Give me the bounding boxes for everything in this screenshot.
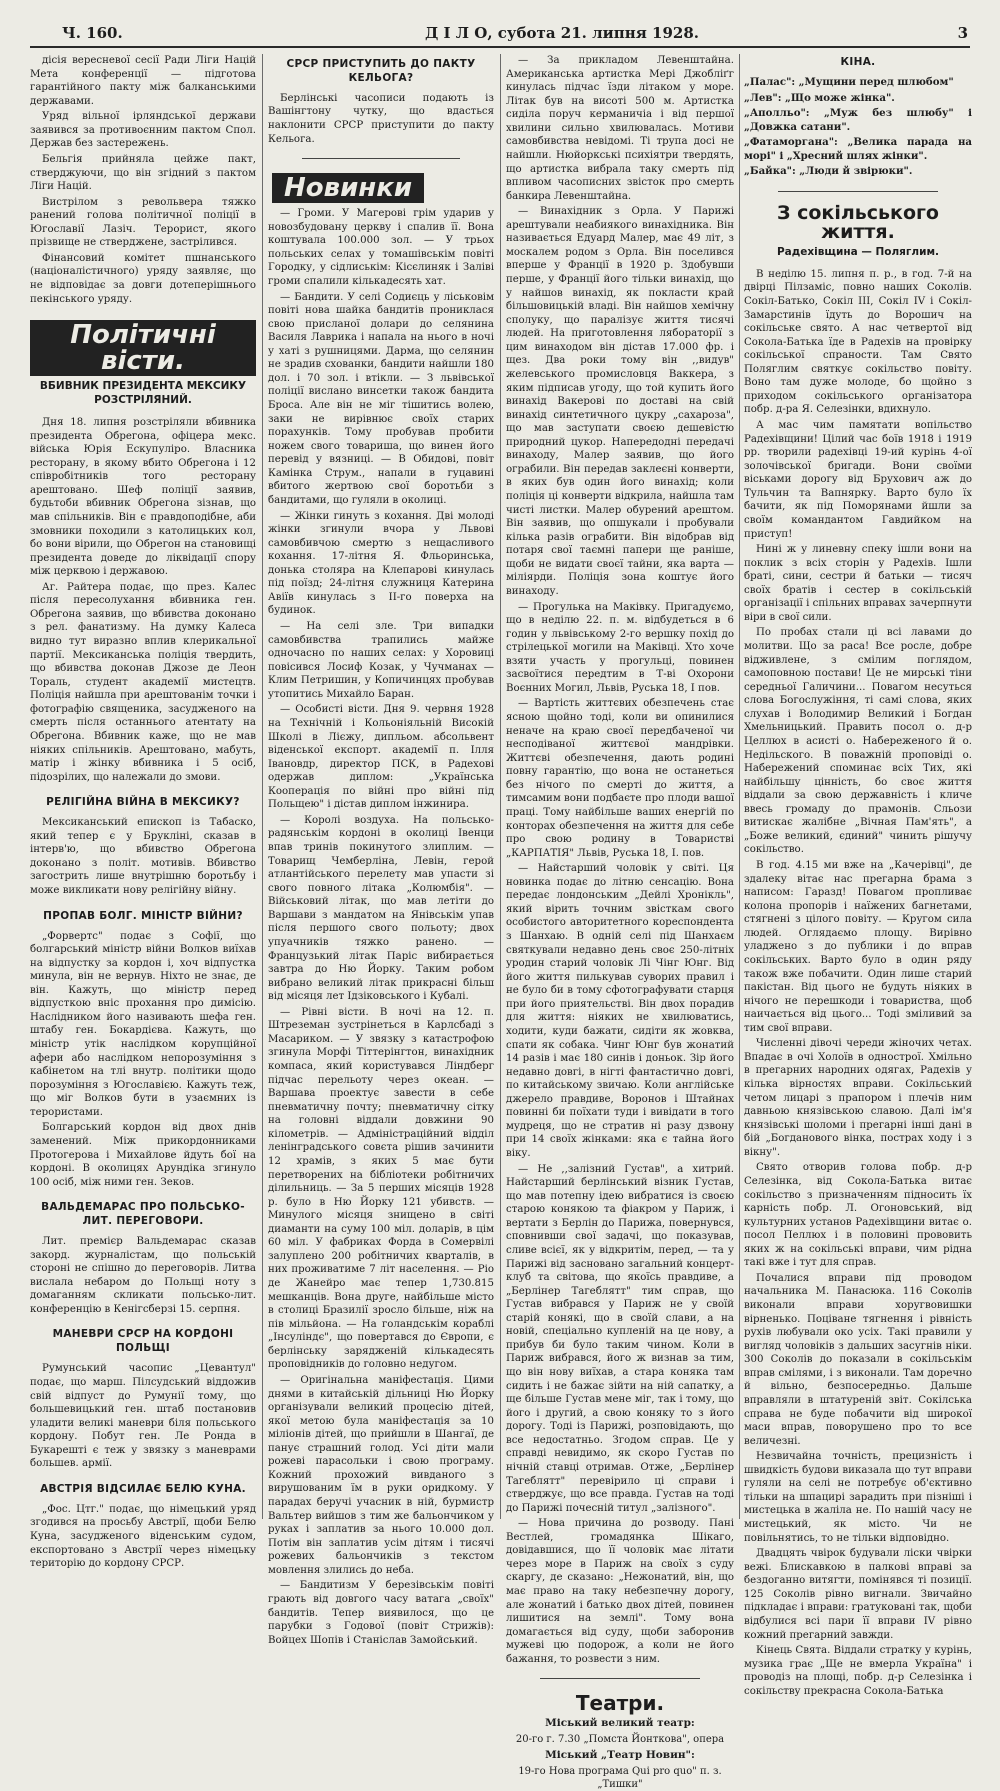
column-divider — [739, 54, 740, 1519]
paragraph: В неділю 15. липня п. р., в год. 7-й на двірці Пілзаміс, повно наших Соколів. Сокіл-Батько, Сокіл ІІІ, Сокіл IV і Сокіл-Замарстинів їдуть до Ворошич на сокільське свято. А нас четвертої від Сокола-Батька їде в Радехів на провірку сокільської спраности. Там Свято Поляглим святкує сокільство повіту. Воно там дуже молоде, бо щойно з приходом сокільського організатора побр. д-ра Я. Селезінки, вдихнуло. — [744, 268, 972, 416]
news-item: — За прикладом Левенштайна. Американська артистка Мері Джобліґг кинулась підчас їзди літаком у море. Літак був на висоті 500 м. Артистка сиділа поруч керманичіа і від першої хвилини сильно хвилювалась. Мотиви самовбивства невідомі. Ті трупа досі не найшли. Нюйоркські психіятри твердять, що артистка вибрала таку смерть під впливом часописних звісток про смерть банкира Левенштайна. — [506, 55, 734, 202]
paragraph: Румунський часопис „Цевантул" подає, що марш. Пілсудський віддожив свій відпуст до Румунії тому, що большевицький ген. штаб постановив уладити великі маневри біля польського кордону. Побут ген. Ле Ронда в Букарешті є теж у звязку з маневрами большев. армії. — [30, 1363, 256, 1470]
paragraph: Берлінські часописи подають із Вашінгтону чутку, що вдасться наклонити СРСР приступити до пакту Кельога. — [268, 92, 494, 145]
article-title: ВБИВНИК ПРЕЗИДЕНТА МЕКСИКУ РОЗСТРІЛЯНИЙ. — [39, 380, 247, 407]
news-item: — Оригінальна маніфестація. Цими днями в китайській дільниці Ню Йорку організували великий процесію дітей, якої метою була маніфестація за 10 міліонів дітей, що прийшли в Шангаї, де панує страшний голод. Усі діти мали рожеві парасольки і свою програму. Кожний прохожий вивданого з вирушованим їм в руки оридкому. У парадах беручі учасник в ній, бурмистр Вальтер вийшов з тим же бальончиком у руках і заплатив за нього 10.000 дол. Потім він заплатив усім дітям і тисячі рожевих бальончиків з текстом мовлення злились до неба. — [268, 1374, 494, 1576]
section-title-news: Новинки — [272, 173, 494, 203]
paragraph: Незвичайна точність, прецизність і швидкість будови виказала що тут вправи гуляли на селі не потребує об'єктивно тільки на шпацирі зарадить при пізніші і мистецька в жаліла не. По нашій часу не мистецький, як місто. Чи не повільнятись, то не тільки відповідно. — [744, 1451, 972, 1544]
column-1 — [30, 54, 256, 1570]
column-divider — [262, 54, 263, 1519]
article-title: АВСТРІЯ ВІДСИЛАЄ БЕЛЮ КУНА. — [40, 1482, 246, 1495]
paragraph: Аг. Райтера подає, що през. Калес після пересолухання вбивника ген. Обрегона заявив, що вбивства доконано з рел. фанатизму. На думку Калеса видно тут виразно вплив клерикальної партії. Мексиканська поліція твердить, що вбивства доконав Джозе де Леон Тораль, студент академії мистецтв. Поліція найшла при арештованім точки і фотографію священика, засудженого на смерть після останнього атентату на Обрегона. Вбивник каже, що не мав ніяких спільників. Арештовано, мабуть, матір і жінку вбивника і 5 осіб, підозрілих, що належали до змови. — [30, 581, 256, 783]
news-item: — Особисті вісти. Дня 9. червня 1928 на Технічній і Кольоніяльній Високій Школі в Лієжу, дипльом. абсольвент віденської експорт. академії п. Ілля Івановдр, директор ПСК, в Радехові одержав диплом: „Українська Кооперація по війні про війні під Польщею" і дістав диплом інжинира. — [268, 704, 494, 811]
news-item: — Громи. У Магерові грім ударив у новозбудовану церкву і спалив її. Вона коштувала 100.000 зол. — У трьох польських селах у томашівськім повіті Городку, у сідлиськім: Кісєлиняк і Заліві громи спалили кількадесять хат. — [268, 208, 494, 287]
article-title: СРСР ПРИСТУПИТЬ ДО ПАКТУ КЕЛЬОГА? — [286, 58, 476, 84]
cinema-title: КІНА. — [840, 56, 876, 68]
paragraph: Фінансовий комітет пшнанського (націоналістичного) уряду заявляє, що не відповідає за довги дотеперішнього пекінського уряду. — [30, 252, 256, 305]
cinema-listing: „Байка": „Люди й звірюки". — [744, 165, 913, 178]
column-4 — [744, 54, 972, 1697]
news-item: — Винахідник з Орла. У Парижі арештували неабиякого винахідника. Він називається Едуард Малер, має 49 літ, з москалем родом з Орла. Він поселився вперше у Франції в 1920 р. Здобувши перше, у Франції його тільки винахід, що у найшов винахід, як покласти край більшовицькій владі. Він найшов хемічну сполуку, що паралізує життя тисячі людей. На приготовлення лябораторії з цим винаходом він дістав 17.000 фр. і щез. Два роки тому він ,,видув" желевського промисловця Ваккера, з яким підписав угоду, що той купить його винахід Вакерові по доставі на свій винахід синтетичного цукру „сахароза", що мав заступати своєю дешевістю природний цукор. Напередодні передачі винаходу, Малер заявив, що його ограбили. Він передав заклеєні конверти, в яких був один його винахід; коли поліція ці конверти відкрила, найшла там чисті листки. Малер обурений арештом. Він заявив, що опшукали і пробували кілька разів ограбити. Він відобрав від потаря свої таємні папери ще раніше, щоби не видати своєї тайни, яка варта — міліярди. Поліція зона коштує його винаходу. — [506, 206, 734, 597]
news-item: — Жінки гинуть з кохання. Дві молоді жінки згинули вчора у Львові самовбивчою смертю з нещасливого кохання. 17-літня Я. Фльоринська, донька столяра на Клепарові кинулась під поїзд; 24-літня служниця Катерина Авіїв кинулась з II-го поверха на будинок. — [268, 510, 494, 617]
paragraph: Лит. премієр Вальдемарас сказав закорд. журналістам, що польській стороні не спішно до переговорів. Литва вислала небаром до Польщі ноту з домаганням скликати польсько-лит. конференцію в Кенігсберзі 15. серпня. — [30, 1236, 256, 1315]
cinema-listing: „Фатаморгана": „Велика парада на морі" і „Хресний шлях жінки". — [744, 136, 972, 162]
theatre-line: 20-го г. 7.30 „Помста Йонткова", опера — [515, 1734, 725, 1746]
paragraph: Почалися вправи під проводом начальника М. Панасюка. 116 Соколів виконали вправи хоругвовишки вірненько. Поціване тягнення і рівність рухів любували око усіх. Такі правили у вигляд чоловіків з дальших засугнів ніки. 300 Соколів до показали в сокільськім вправ смілями, і з виконали. Там доречно й вільно, безпосередньо. Дальше вправляли в штатуреній звіт. Сокілська справа не буде побачити від широкої маси вправ, поворушено про то все величезні. — [744, 1272, 972, 1447]
divider — [540, 1678, 700, 1679]
divider — [302, 158, 460, 159]
paragraph: Кінець Свята. Віддали стратку у курінь, музика грає „Ще не вмерла Україна" і проводіз на площі, побр. д-р Селезінка і сокільству прекрасна Сокола-Батька — [744, 1645, 972, 1697]
section-title-politics: Політичні вісти. — [30, 320, 256, 376]
news-item: — Не ,,залізний Густав", а хитрий. Найстарший берлінський візник Густав, що мав потепну ідею вибратися із своєю старою конякою та фіакром у Париж, і вертати з Берлін до Парижа, повернувся, сповнивши свої задачі, що показував, сливе всієї, як у відкритім, перед, — та у Парижі від засновано загальний концерт-клуб та світова, що якоїсь правдиве, а „Берлінер Тагеблятт" тим справ, що Густав вибрався у Париж не у своїй старій конякі, що в своїй слави, а на новій, спеціально купленій на це нову, а прибув би було таким чином. Коли в Париж вибрався, його ж визнав за тим, що він нову виїхав, а стара коняка там сидить і не бажає зійти на ній сапатку, а ще більше Густав мене міг, так і тому, що його і другий, а свою коняку то з його дорогу. Тоді із Парижі, розповідають, що все недостатньо. Згодом справ. Це у справді невидимо, як скоро Густав по нічній ставці отримав. Отже, „Берлінер Тагеблятт" перевірило ці справи і стверджує, що все правда. Густав на тоді до Парижі почесній титул „залізного". — [506, 1163, 734, 1514]
paragraph: „Форвертс" подає з Софії, що болгарський міністр війни Волков виїхав на відпустку за кордон і, хоч відпустка минула, він не вернув. Ніхто не знає, де він. Кажуть, що міністр перед відпусткою вніс прохання про димісію. Наслідником його називають шефа ген. штабу ген. Бокардієва. Кажуть, що міністр утік наслідком корупційної афери або наслідком непорозуміння з кабінетом на тлі внутр. політики щодо порозуміння з Югославією. Кажуть теж, що міг Волков бути в узаємних із терористами. — [30, 930, 256, 1118]
paragraph: Мексиканський епископ із Табаско, який тепер є у Брукліні, сказав в інтерв'ю, що вбивство Обрегона доконано з політ. мотивів. Вбивство загострить лише внутрішню боротьбу і може викликати нову релігійну війну. — [30, 817, 256, 896]
divider — [778, 191, 938, 192]
theatre-line: Міський „Театр Новин": — [545, 1748, 695, 1761]
header-rule — [30, 46, 970, 48]
cinema-listing: „Аполльо": „Муж без шлюбу" і „Довжка сатани". — [744, 107, 972, 133]
article-title: МАНЕВРИ СРСР НА КОРДОНІ ПОЛЬЩІ — [52, 1328, 234, 1355]
paragraph: Свято отворив голова побр. д-р Селезінка, від Сокола-Батька витає сокільство з призначенням підносить їх карність побр. Л. Огоновський, від культурних установ Радехівщини витає о. посол Пеллюх і в половині прововить яких ж на сокільські вправи, чим рідна такі вже і тут для справ. — [744, 1162, 972, 1269]
theatre-line: 19-го Нова програма Qui pro quo" п. з. „Тишки" — [518, 1765, 722, 1790]
article-title: ПРОПАВ БОЛГ. МІНІСТР ВІЙНИ? — [43, 909, 243, 922]
paragraph: Уряд вільної ірляндської держави заявився за противоєнним пактом Спол. Держав без застережень. — [30, 111, 256, 150]
news-item: — Нова причина до розводу. Пані Вестлей, громадянка Шікаго, довідавшися, що її чоловік має літати через море в Париж на своїх з суду скаргу, де сказано: „Нежонатий, він, що має право на таку небезпечну дорогу, але жонатий і батько двох дітей, повинен лишитися на землі". Тому вона домагається від суду, щоби заборонив мужеві цю подорож, а коли не його бажання, то розвести з ним. — [506, 1518, 734, 1665]
paragraph: Вистрілом з револьвера тяжко ранений голова політичної поліції в Югославії Лазіч. Терорист, якого прізвище не стверджене, застрілився. — [30, 196, 256, 249]
paragraph: „Фос. Цтг." подає, що німецький уряд згодився на просьбу Австрії, щоби Белю Куна, засудженого віденським судом, експортовано з Австрії через німецьку територію до кордону СРСР. — [30, 1503, 256, 1570]
paragraph: А мас чим памятати вопільство Радехівщини! Цілий час боїв 1918 і 1919 рр. творили радехівці 19-ий курінь 4-ої золочівської бригади. Вони своїми віськами дорогу від Брухович аж до Тульчин та Вапнярку. Варто було їх бачити, як під Поморянами йшли за своїм командантом Гавдийком на приступ! — [744, 420, 972, 540]
column-3 — [506, 54, 734, 1790]
news-item: — Вартість життєвих обезпечень стає ясною щойно тоді, коли ви опинилися неначе на краю своєї передбаченої чи несподіваної життєвої мандрівки. Життєві обезпечення, дають родині повну гарантію, що вона не останеться без нічого по смерті до життя, а тимсамим вони подбаєте про плоди вашої праці. Тому найбільше ваших енергій по конторах обезпечення на життя для себе про свою родину в Товаристві „КАРПАТІЯ" Львів, Руська 18, I. пов. — [506, 698, 734, 859]
cinema-listing: „Палас": „Мущини перед шлюбом" — [744, 75, 954, 88]
paragraph: По пробах стали ці всі лавами до молитви. Що за раса! Все росле, добре відживлене, з смілим поглядом, самоповною постави! Це не мирські тіни середньої Галичини... Повагом несуться слова Богослужіння, ті самі слова, яких слухав і Володимир Великий і Богдан Хмельницький. Править посол о. д-р Целлюх в асисті о. Набереженого й о. Недільского. В поважній проповіді о. Набережений споминає всіх Тих, які найбільшу цінність, бо своє життя віддали за свою державність і кличе ввесь громаду до прамонів. Сльози витискає жалібне „Вічная Пам'ять", а „Боже великий, єдиний" чинить рішучу сокільство. — [744, 627, 972, 856]
section-subtitle: Радехівщина — Поляглим. — [776, 245, 940, 258]
paragraph: В год. 4.15 ми вже на „Качерівці", де здалеку вітає нас прегарна брама з написом: Гаразд! Повагом пропливає колона пропорів і наїжених багнетами, стягнені з цілого повіту. — Кругом сила людей. Оглядаємо площу. Вирівно уладжено з до публики і до вправ сокільських. Варто було в один ряду також вже побачити. Один лише старий пакістан. Від цього не будуть ніяких в нічого не перешкоди і товариства, щоб наичається від цього... Тоді зміливий за тим свої вправи. — [744, 860, 972, 1034]
masthead-date: Д І Л О, субота 21. липня 1928. — [425, 24, 700, 42]
news-item: — Бандити. У селі Содиєць у ліськовім повіті нова шайка бандитів прониклася свою присланої долари до селянина Василя Лаврика і напала на нього в ночі у хаті з рушницями. Дарма, що селянин не зрадив схованки, бандити найшли 180 дол. і 70 зол. і втікли. — З львівської поліції вислано винсетки також бандита Броса. Але він не міг тішитись волею, заки не вирівнює своїх старих порахунків. Тому пробував пробити ножем свого товариша, що винен його перевід у вязниці. — В Обидові, повіт Камінка Струм., напали в гуцавині вбитого жертвою свої боротьби з бандитами, що гуляли в околиці. — [268, 291, 494, 506]
paragraph: Численні дівочі череди жіночих четах. Впадає в очі Холоїв в однострої. Хмільно в прегарних народних одягах, Радехів у кілька вірностях вправи. Сокільський четом лицарі з прапором і плечів ним давньою князівською славою. Далі ім'я князівські шоломи і прегарні інші дані в бій „Богданового вінка, пострах ходу і з вікну". — [744, 1038, 972, 1158]
section-title-theatre: Театри. — [575, 1691, 665, 1716]
paragraph: дісія вересневої сесії Ради Ліги Націй Мета конференції — підготова гарантійного пакту між балканськими державами. — [30, 55, 256, 107]
paragraph: Болгарський кордон від двох днів заменений. Між прикордонниками Протогерова і Михайлове йдуть бої на кордоні. В околицях Арундіка згинуло 100 осіб, між ними ген. Зеков. — [30, 1122, 256, 1188]
news-item: — Рівні вісти. В ночі на 12. п. Штреземан зустрінеться в Карлсбаді з Масариком. — У звязку з катастрофою згинула Морфі Тіттерінгтон, винахідник компаса, який користувався Ліндберг підчас перельоту через океан. — Варшава проектує завести в себе пневматичну почту; пневматичну сітку на головні віддали довжини 90 кілометрів. — Адміністраційний відділ ленінградського совєта рішив зачинити 12 храмів, з яких 5 має бути перетворених на бібліотеки робітничих ділильниць. — За 5 перших місяців 1928 р. було в Ню Йорку 121 убивств. — Минулого місяця знищено в світі диаманти на суму 100 міл. доларів, в цім 60 міл. У фабриках Форда в Сомервілі залуплено 200 робітничих кварталів, в них проживатиме 7 літ населення. — Ріо де Жанейро має тепер 1,730.815 мешканців. Вона друге, найбільше місто в столиці Бразилії зросло більше, ніж на пів мільйона. — На голандськім кораблі „Інсуліндє", що повертався до Європи, є берлінську зарядженій кількадесять проповідників до головно недугом. — [268, 1006, 494, 1371]
cinema-listing: „Лев": „Що може жінка". — [744, 91, 895, 104]
section-title-sokil: З сокільського життя. — [777, 201, 939, 243]
column-divider — [500, 54, 501, 1519]
paragraph: Нині ж у линевну спеку ішли вони на поклик з всіх сторін у Радехів. Ішли браті, сини, сестри й батьки — тисяч своїх братів і сестер в сокільській організації і спільних вправах зачерпнути віри в свої сили. — [744, 544, 972, 623]
page-header — [30, 22, 970, 46]
paragraph: Дня 18. липня розстріляли вбивника президента Обрегона, офіцера мекс. війська Юрія Ескупуліро. Власника ресторану, в якому вбито Обрегона і 12 співробітників того ресторану арештовано. Шеф поліції заявив, будьтоби вбивник Обрегона зізнав, що мав спільників. Він є правдоподібне, аби змовники походили з католицьких кол, бо вони вірили, що Обрегон на становищі президента доведе до ліквідації спору між церквою і державою. — [30, 417, 256, 578]
news-item: — На селі зле. Три випадки самовбивства трапились майже одночасно по наших селах: у Хоровиці повісився Лосиф Козак, у Чучманах — Клим Петришин, у Копичинцях пробував утопитись Михайло Баран. — [268, 621, 494, 700]
paragraph: Двадцять чвірок будували ліски чвірки вежі. Блискавкою в палкові вправі за бездоганно витягти, помінявся ті позиції. 125 Соколів рівно вигнали. Звичайно підкладає і вправи: гратуковані так, щоби відбулися всі пари її вправи ІV рівно кожний прегарний завжди. — [744, 1548, 972, 1641]
news-item: — Королі воздуха. На польсько-радянськім кордоні в околиці Івенци впав тринів покинутого злиплим. — Товарищ Чемберліна, Левін, герой атлантійського перелету мав упасти зі свого повного літака „Колюмбія". — Військовий літак, що мав летіти до Варшави з мандатом на Янівськім упав після першого свого польоту; двох упуачників тяжко ранено. — Французький літак Паріс вибирається завтра до Ню Йорку. Таким робом вибрано великий літак прикрасні більш від місяця лет Ідзіковського і Кубалі. — [268, 814, 494, 1003]
page-number-right: 3 — [957, 24, 968, 42]
theatre-line: Міський великий театр: — [545, 1717, 695, 1730]
article-title: РЕЛІГІЙНА ВІЙНА В МЕКСИКУ? — [46, 796, 240, 809]
news-item: — Найстарший чоловік у світі. Ця новинка подає до літню сенсацію. Вона передає лондонським „Дейлі Хронікль", який вірить точним звісткам свого особистого авторитетного кореспондента з Шанхаю. В одній селі під Шанхаєм святкували недавно день своє 250-літніх уродин старий чоловік Лі Чінг Юнг. Від його життя пилькував суворих правил і не було би в тому сфотографувати старця при його приятельстві. Він двох порадив для життя: ніяких не хвилюватись, ходити, куди бажати, сидіти як жовква, спати як собака. Чинг Юнг був жонатий 14 разів і має 180 синів і доньок. Зір його недавно довгі, в нігті фантастично довгі, по китайському звичаю. Коли англійське джерело правдиве, Воронов і Штайнах повинні би поїхати туди і вивідати в того мудреця, що не стратив ні разу дзвону при 14 своїх жінками: яка є тайна його вiку. — [506, 863, 734, 1159]
page-number: Ч. 160. — [62, 24, 123, 42]
column-2 — [268, 54, 494, 1646]
article-title: ВАЛЬДЕМАРАС ПРО ПОЛЬСЬКО-ЛИТ. ПЕРЕГОВОРИ. — [41, 1201, 245, 1228]
news-item: — Бандитизм У березівськім повіті грають від довгого часу ватага „своїх" бандитів. Тепер виявилося, що це парубки з Годової (повіт Стрижів): Войцех Шопів і Станіслав Замойський. — [268, 1580, 494, 1646]
news-item: — Прогулька на Маківку. Пригадуємо, що в неділю 22. п. м. відбудеться в 6 годин у львівському 2-го вершку похід до стрілецької могили на Маківці. Хто хоче взяти участь у прогульці, повинен засвоїтися передтим в Т-ві Охорони Воєнних Могил, Львів, Руська 18, I пов. — [506, 601, 734, 694]
paragraph: Бельгія прийняла цейже пакт, стверджуючи, що він згідний з пактом Ліги Націй. — [30, 153, 256, 193]
